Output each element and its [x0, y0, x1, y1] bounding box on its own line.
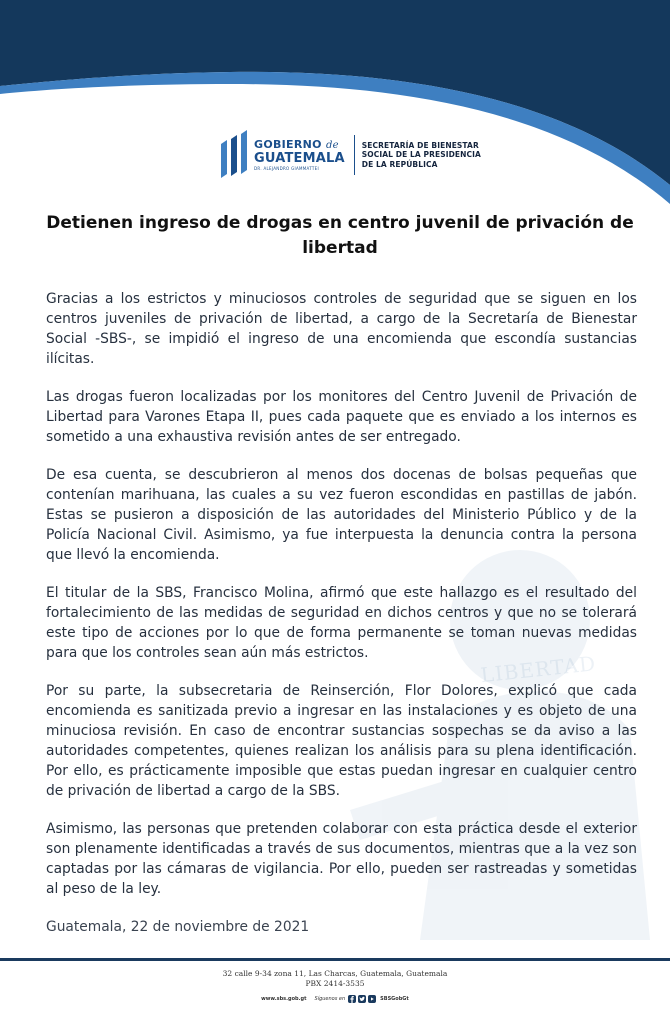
gov-line2: GUATEMALA: [254, 151, 345, 166]
footer-contact: [0, 995, 670, 1003]
document-body: [46, 289, 637, 955]
sbs-line3: DE LA REPÚBLICA: [361, 159, 438, 169]
footer-social-handle: SBSGobGt: [380, 996, 409, 1002]
youtube-icon[interactable]: [368, 995, 376, 1003]
header-logo: [218, 128, 481, 182]
gobierno-wordmark: [254, 139, 345, 171]
footer-website-link[interactable]: www.sbs.gob.gt: [261, 996, 307, 1002]
gov-line3: DR. ALEJANDRO GIAMMATTEI: [254, 166, 319, 171]
logo-divider: [354, 135, 355, 175]
header-wave: [0, 0, 670, 215]
paragraph: Por su parte, la subsecretaria de Reinserción, Flor Dolores, explicó que cada encomienda es sanitizada previo a ingresar en las instalaciones y es objeto de una minuciosa revisión. En caso de encontrar sustancias sospechas se da aviso a las autoridades competentes, quienes realizan los análisis para su plena identificación. Por ello, es prácticamente imposible que estas puedan ingresar en cualquier centro de privación de libertad a cargo de la SBS.: [46, 683, 637, 799]
footer-follow-label: Síguenos en: [314, 996, 346, 1002]
watermark-text: LIBERTAD: [479, 651, 598, 688]
facebook-icon[interactable]: [348, 995, 356, 1003]
paragraph: Las drogas fueron localizadas por los monitores del Centro Juvenil de Privación de Libertad para Varones Etapa II, pues cada paquete que es enviado a los internos es sometido a una exhaustiva revisión antes de ser entregado.: [46, 389, 637, 445]
sbs-wordmark: [362, 141, 481, 170]
paragraph: Gracias a los estrictos y minuciosos controles de seguridad que se siguen en los centros juveniles de privación de libertad, a cargo de la Secretaría de Bienestar Social -SBS-, se impidió el ingreso de una encomienda que escondía sustancias ilícitas.: [46, 291, 637, 367]
paragraph: El titular de la SBS, Francisco Molina, afirmó que este hallazgo es el resultado del fortalecimiento de las medidas de seguridad en dichos centros y que no se tolerará este tipo de acciones por lo que de forma permanente se toman nuevas medidas para que los controles sean aún más estrictos.: [46, 585, 637, 661]
gov-de: de: [325, 140, 339, 151]
sbs-line1: SECRETARÍA DE BIENESTAR: [361, 140, 479, 150]
twitter-icon[interactable]: [358, 995, 366, 1003]
guatemala-logo-icon: [218, 130, 248, 180]
dateline: Guatemala, 22 de noviembre de 2021: [46, 919, 310, 935]
paragraph: Asimismo, las personas que pretenden colaborar con esta práctica desde el exterior son plenamente identificadas a través de sus documentos, mientras que a la vez son captadas por las cámaras de vigilancia. Por ello, pueden ser rastreadas y sometidas al peso de la ley.: [46, 821, 637, 897]
footer-phone: PBX 2414-3535: [305, 979, 365, 988]
footer-address: 32 calle 9-34 zona 11, Las Charcas, Guatemala, Guatemala: [222, 969, 448, 978]
footer-divider: [0, 958, 670, 961]
sbs-line2: SOCIAL DE LA PRESIDENCIA: [361, 150, 481, 160]
gov-line1: GOBIERNO: [254, 138, 322, 151]
footer-address-block: [0, 969, 670, 989]
document-title: Detienen ingreso de drogas en centro juvenil de privación de libertad: [46, 213, 634, 258]
paragraph: De esa cuenta, se descubrieron al menos dos docenas de bolsas pequeñas que contenían marihuana, las cuales a su vez fueron escondidas en pastillas de jabón. Estas se pusieron a disposición de las autoridades del Ministerio Público y de la Policía Nacional Civil. Asimismo, ya fue interpuesta la denuncia contra la persona que llevó la encomienda.: [46, 467, 637, 563]
